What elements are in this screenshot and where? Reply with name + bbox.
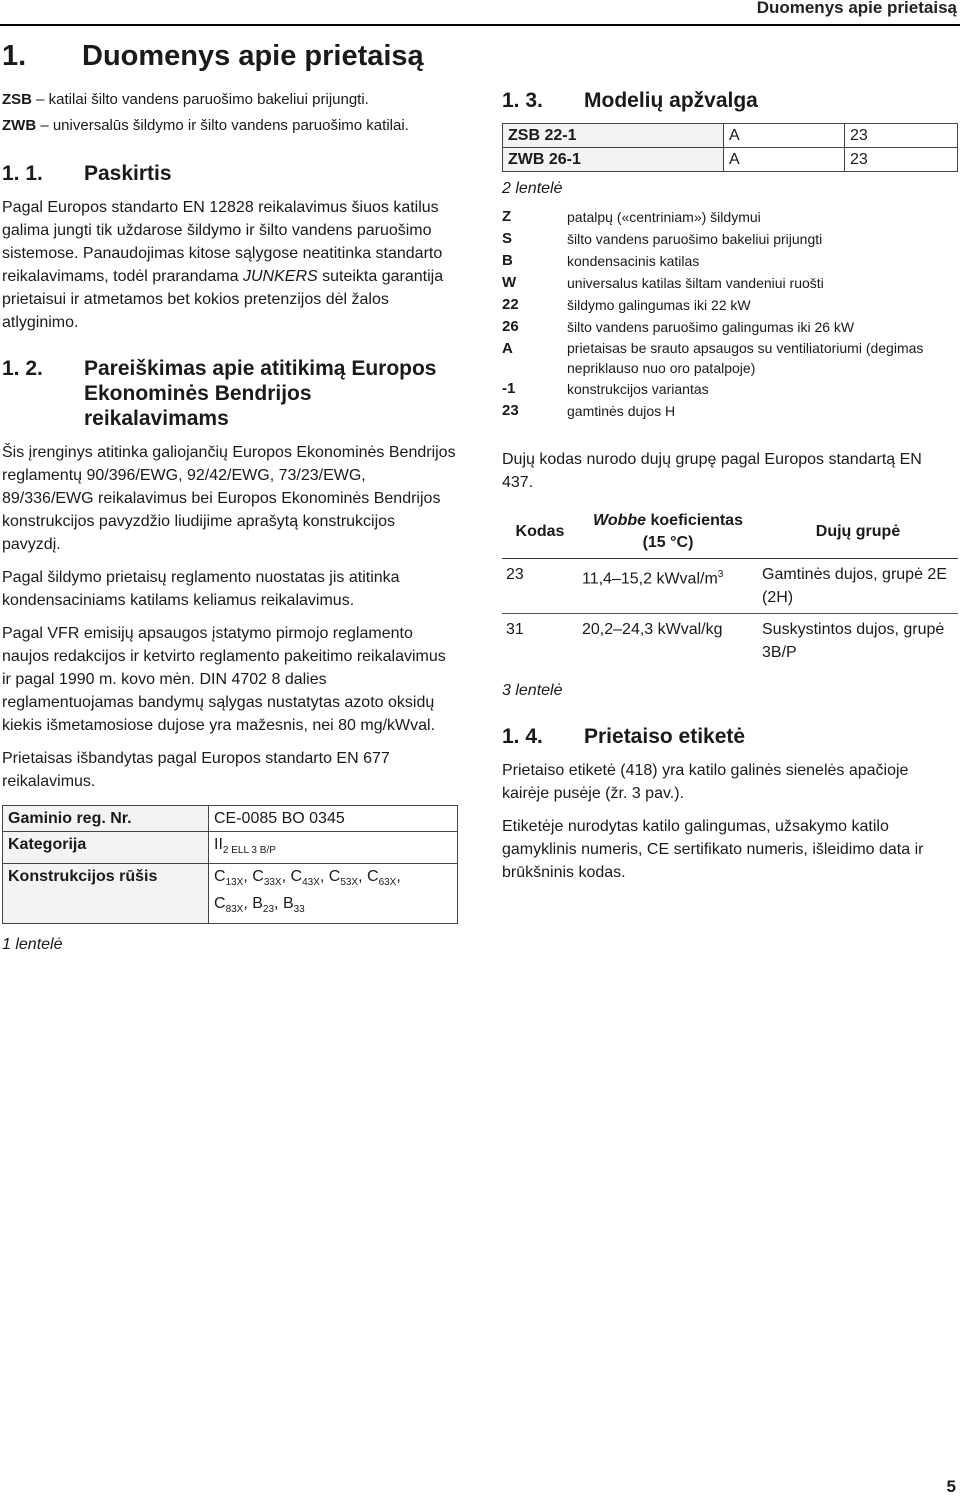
table-row bbox=[3, 832, 458, 864]
column-header-wobbe bbox=[578, 506, 758, 559]
column-header-kodas: Kodas bbox=[502, 506, 578, 559]
zwb-code: ZWB bbox=[2, 117, 37, 134]
section-1-2-heading bbox=[2, 356, 458, 431]
model-name: ZSB 22-1 bbox=[503, 124, 724, 148]
flue-type-c: C bbox=[290, 868, 303, 886]
flue-sep: , bbox=[396, 868, 401, 886]
table-row bbox=[3, 864, 458, 923]
table-value bbox=[209, 864, 458, 923]
flue-type-b: B bbox=[252, 895, 263, 913]
legend-code: Z bbox=[502, 208, 512, 225]
category-sub: 2 ELL 3 B/P bbox=[222, 845, 276, 857]
gas-code-note: Dujų kodas nurodo dujų grupę pagal Europos standartą EN 437. bbox=[502, 451, 922, 491]
zwb-text: – universalūs šildymo ir šilto vandens paruošimo katilai. bbox=[36, 117, 409, 134]
section-1-3-number: 1. 3. bbox=[502, 89, 543, 112]
table-key: Kategorija bbox=[3, 832, 209, 864]
flue-sep: , bbox=[319, 868, 329, 886]
flue-type-b: B bbox=[282, 895, 294, 913]
table-value bbox=[209, 832, 458, 864]
flue-type-c: C bbox=[252, 868, 264, 886]
legend-desc: šilto vandens paruošimo galingumas iki 26 kW bbox=[567, 319, 855, 335]
flue-type-c: C bbox=[367, 868, 379, 886]
section-1-3-heading bbox=[502, 88, 954, 113]
gas-wobbe-sup: 3 bbox=[717, 569, 724, 580]
label-paragraph-2: Etiketėje nurodytas katilo galingumas, užsakymo katilo gamyklinis numeris, CE sertifikato numeris, išleidimo data ir brūkšninis kodas. bbox=[502, 818, 924, 881]
list-item bbox=[502, 294, 958, 316]
table-header-row bbox=[502, 506, 958, 559]
flue-type-c: C bbox=[214, 868, 226, 886]
legend-code: 26 bbox=[502, 318, 519, 335]
flue-sep: , bbox=[243, 895, 253, 913]
flue-sep: , bbox=[281, 868, 291, 886]
model-name: ZWB 26-1 bbox=[503, 148, 724, 172]
flue-sep: , bbox=[274, 895, 283, 913]
section-1-2-number: 1. 2. bbox=[2, 357, 43, 380]
flue-sub: 53X bbox=[340, 877, 359, 889]
section-1-heading bbox=[2, 40, 458, 73]
legend-desc: universalus katilas šiltam vandeniui ruošti bbox=[567, 275, 824, 291]
section-1-1-number: 1. 1. bbox=[2, 162, 43, 185]
gas-code: 31 bbox=[506, 621, 524, 638]
table-2-caption: 2 lentelė bbox=[502, 180, 563, 197]
zsb-text: – katilai šilto vandens paruošimo bakeliui prijungti. bbox=[32, 91, 369, 108]
section-1-3-title: Modelių apžvalga bbox=[584, 89, 758, 112]
legend-code: A bbox=[502, 340, 513, 357]
section-1-4-heading bbox=[502, 724, 954, 749]
zwb-description bbox=[2, 113, 458, 139]
conformity-paragraph-3: Pagal VFR emisijų apsaugos įstatymo pirmojo reglamento naujos redakcijos ir ketvirto reglamento pakeitimo reikalavimus ir pagal 1990 m. kovo mėn. DIN 4702 8 dalies reglamentuojamas bandymų sąlygas nustatytas azoto oksidų kiekis išmetamosiose dujose yra mažesnis, nei 80 mg/kWval. bbox=[2, 625, 446, 734]
flue-sub: 23 bbox=[262, 904, 275, 916]
list-item bbox=[502, 338, 958, 378]
flue-sub: 83X bbox=[225, 904, 244, 916]
header-rule bbox=[0, 24, 960, 26]
page-number: 5 bbox=[946, 1477, 956, 1496]
legend-code: B bbox=[502, 252, 513, 269]
table-row bbox=[503, 148, 958, 172]
purpose-paragraph bbox=[2, 196, 458, 334]
model-value: A bbox=[724, 148, 845, 172]
table-3-caption: 3 lentelė bbox=[502, 682, 563, 699]
label-paragraph-1: Prietaiso etiketė (418) yra katilo galinės sienelės apačioje kairėje pusėje (žr. 3 pav.). bbox=[502, 762, 909, 802]
purpose-text-a: Pagal Europos standarto EN 12828 reikalavimus šiuos katilus galima jungti tik uždarose šildymo ir šilto vandens paruošimo sistemose. Panaudojimas kitose sąlygose neatitinka standarto reikalavimams, todėl prarandama bbox=[2, 199, 443, 285]
registration-table bbox=[2, 805, 458, 924]
table-key: Gaminio reg. Nr. bbox=[3, 806, 209, 832]
brand-name: JUNKERS bbox=[243, 268, 318, 285]
models-table bbox=[502, 123, 958, 172]
flue-type-c: C bbox=[214, 895, 226, 913]
legend-desc: konstrukcijos variantas bbox=[567, 381, 709, 397]
wobbe-rest: koeficientas (15 °C) bbox=[642, 512, 743, 551]
section-1-number: 1. bbox=[2, 40, 27, 72]
flue-sep: , bbox=[358, 868, 367, 886]
flue-sub: 43X bbox=[302, 877, 320, 889]
flue-sub: 63X bbox=[378, 877, 397, 889]
conformity-paragraph-4: Prietaisas išbandytas pagal Europos standarto EN 677 reikalavimus. bbox=[2, 750, 390, 790]
section-1-1-title: Paskirtis bbox=[84, 162, 172, 185]
flue-sub: 13X bbox=[225, 877, 244, 889]
model-value: 23 bbox=[845, 148, 958, 172]
section-1-4-title: Prietaiso etiketė bbox=[584, 725, 746, 748]
zsb-description bbox=[2, 87, 458, 113]
model-value: 23 bbox=[845, 124, 958, 148]
table-value: CE-0085 BO 0345 bbox=[209, 806, 458, 832]
section-1-1-heading bbox=[2, 161, 458, 186]
list-item bbox=[502, 378, 958, 400]
gas-group: Gamtinės dujos, grupė 2E (2H) bbox=[758, 559, 958, 614]
legend-code: W bbox=[502, 274, 517, 291]
legend-desc: gamtinės dujos H bbox=[567, 403, 676, 419]
purpose-text-b: suteikta garantija prietaisui ir atmetamos bet kokios pretenzijos dėl žalos atlyginimo. bbox=[2, 268, 444, 331]
legend-code: 22 bbox=[502, 296, 519, 313]
column-header-group: Dujų grupė bbox=[758, 506, 958, 559]
table-1-caption: 1 lentelė bbox=[2, 935, 63, 953]
zsb-code: ZSB bbox=[2, 91, 32, 108]
gas-code: 23 bbox=[502, 559, 578, 614]
list-item bbox=[502, 228, 958, 250]
legend-desc: prietaisas be srauto apsaugos su ventiliatoriumi (degimas nepriklauso nuo oro patalpoje) bbox=[567, 340, 924, 376]
legend-desc: patalpų («centriniam») šildymui bbox=[567, 209, 761, 225]
category-main: II bbox=[214, 836, 223, 853]
gas-wobbe: 20,2–24,3 kWval/kg bbox=[582, 621, 723, 638]
flue-sub: 33X bbox=[263, 877, 282, 889]
gas-group: Suskystintos dujos, grupė 3B/P bbox=[762, 621, 945, 661]
legend-code: S bbox=[502, 230, 513, 247]
page-header-title: Duomenys apie prietaisą bbox=[756, 0, 957, 17]
legend-code: 23 bbox=[502, 402, 519, 419]
gas-wobbe-value: 11,4–15,2 kWval/m bbox=[582, 570, 718, 588]
flue-type-c: C bbox=[328, 868, 341, 886]
section-1-4-number: 1. 4. bbox=[502, 725, 543, 748]
gas-table bbox=[502, 506, 958, 668]
table-key: Konstrukcijos rūšis bbox=[3, 864, 209, 923]
list-item bbox=[502, 272, 958, 294]
list-item bbox=[502, 316, 958, 338]
table-row bbox=[502, 614, 958, 669]
table-row bbox=[503, 124, 958, 148]
table-row bbox=[502, 559, 958, 614]
legend-desc: kondensacinis katilas bbox=[567, 253, 700, 269]
flue-sep: , bbox=[243, 868, 253, 886]
wobbe-italic: Wobbe bbox=[593, 512, 647, 529]
list-item bbox=[502, 250, 958, 272]
model-value: A bbox=[724, 124, 845, 148]
section-1-title: Duomenys apie prietaisą bbox=[82, 40, 424, 72]
section-1-2-title: Pareiškimas apie atitikimą Europos Ekonominės Bendrijos reikalavimams bbox=[84, 357, 437, 430]
list-item bbox=[502, 400, 958, 422]
gas-wobbe bbox=[578, 559, 758, 614]
list-item bbox=[502, 206, 958, 228]
left-column bbox=[2, 40, 458, 954]
table-row bbox=[3, 806, 458, 832]
code-legend bbox=[502, 206, 958, 422]
flue-sub: 33 bbox=[293, 904, 305, 916]
right-column bbox=[502, 88, 954, 884]
legend-desc: šilto vandens paruošimo bakeliui prijungti bbox=[567, 231, 823, 247]
conformity-paragraph-1: Šis įrenginys atitinka galiojančių Europos Ekonominės Bendrijos reglamentų 90/396/EWG, 92/42/EWG, 73/23/EWG, 89/336/EWG reikalavimus bei Europos Ekonominės Bendrijos konstrukcijos pavyzdžio liudijime aprašytą konstrukcijos pavyzdį. bbox=[2, 444, 456, 553]
conformity-paragraph-2: Pagal šildymo prietaisų reglamento nuostatas jis atitinka kondensaciniams katilams keliamus reikalavimus. bbox=[2, 569, 400, 609]
legend-desc: šildymo galingumas iki 22 kW bbox=[567, 297, 751, 313]
legend-code: -1 bbox=[502, 380, 516, 397]
